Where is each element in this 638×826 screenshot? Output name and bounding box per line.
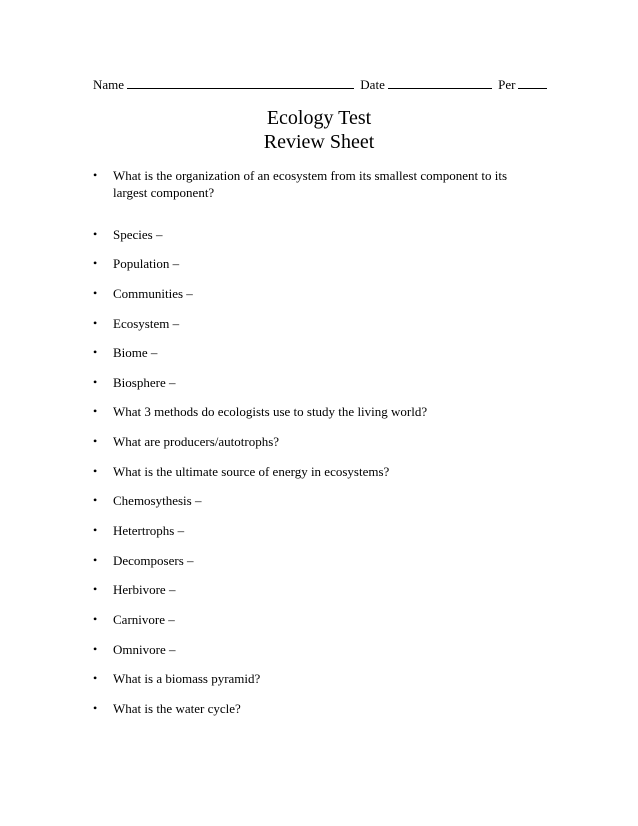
item-text: Decomposers –	[113, 553, 194, 568]
bullet-icon: •	[93, 671, 98, 685]
bullet-icon: •	[93, 701, 98, 715]
item-text: Biosphere –	[113, 375, 176, 390]
item-text: Herbivore –	[113, 582, 176, 597]
bullet-icon: •	[93, 464, 98, 478]
list-item	[93, 167, 538, 201]
item-text: Carnivore –	[113, 612, 175, 627]
bullet-icon: •	[93, 168, 98, 182]
bullet-icon: •	[93, 256, 98, 270]
item-text: What is the organization of an ecosystem from its smallest component to its largest component?	[113, 168, 508, 200]
bullet-icon: •	[93, 553, 98, 567]
name-blank[interactable]	[127, 76, 354, 89]
bullet-icon: •	[93, 642, 98, 656]
list-item	[93, 552, 538, 569]
list-item	[93, 670, 538, 687]
bullet-icon: •	[93, 286, 98, 300]
item-text: Population –	[113, 256, 180, 271]
date-label: Date	[360, 77, 385, 92]
item-text: What is the water cycle?	[113, 701, 241, 716]
bullet-icon: •	[93, 523, 98, 537]
list-item	[93, 611, 538, 628]
list-item	[93, 315, 538, 332]
list-item	[93, 344, 538, 361]
item-text: Ecosystem –	[113, 316, 180, 331]
bullet-icon: •	[93, 582, 98, 596]
list-item	[93, 522, 538, 539]
list-item	[93, 492, 538, 509]
item-text: What is a biomass pyramid?	[113, 671, 261, 686]
per-label: Per	[498, 77, 516, 92]
title-line-2: Review Sheet	[263, 131, 375, 153]
item-text: Biome –	[113, 345, 158, 360]
list-item	[93, 226, 538, 243]
per-blank[interactable]	[518, 76, 547, 89]
list-item	[93, 463, 538, 480]
item-text: What are producers/autotrophs?	[113, 434, 280, 449]
list-item	[93, 374, 538, 391]
list-item	[93, 581, 538, 598]
bullet-icon: •	[93, 316, 98, 330]
item-text: Species –	[113, 227, 163, 242]
date-blank[interactable]	[388, 76, 492, 89]
item-text: Omnivore –	[113, 642, 176, 657]
list-item	[93, 285, 538, 302]
list-item	[93, 641, 538, 658]
item-text: Communities –	[113, 286, 193, 301]
bullet-icon: •	[93, 404, 98, 418]
list-item	[93, 403, 538, 420]
item-text: Hetertrophs –	[113, 523, 185, 538]
bullet-icon: •	[93, 434, 98, 448]
bullet-icon: •	[93, 493, 98, 507]
bullet-icon: •	[93, 345, 98, 359]
list-item	[93, 255, 538, 272]
list-item	[93, 433, 538, 450]
list-item	[93, 700, 538, 717]
header-fields	[93, 76, 550, 93]
name-label: Name	[93, 77, 125, 92]
bullet-icon: •	[93, 227, 98, 241]
item-text: What is the ultimate source of energy in ecosystems?	[113, 464, 390, 479]
bullet-icon: •	[93, 375, 98, 389]
item-text: Chemosythesis –	[113, 493, 202, 508]
title-line-1: Ecology Test	[266, 107, 372, 129]
item-text: What 3 methods do ecologists use to study the living world?	[113, 404, 428, 419]
bullet-icon: •	[93, 612, 98, 626]
